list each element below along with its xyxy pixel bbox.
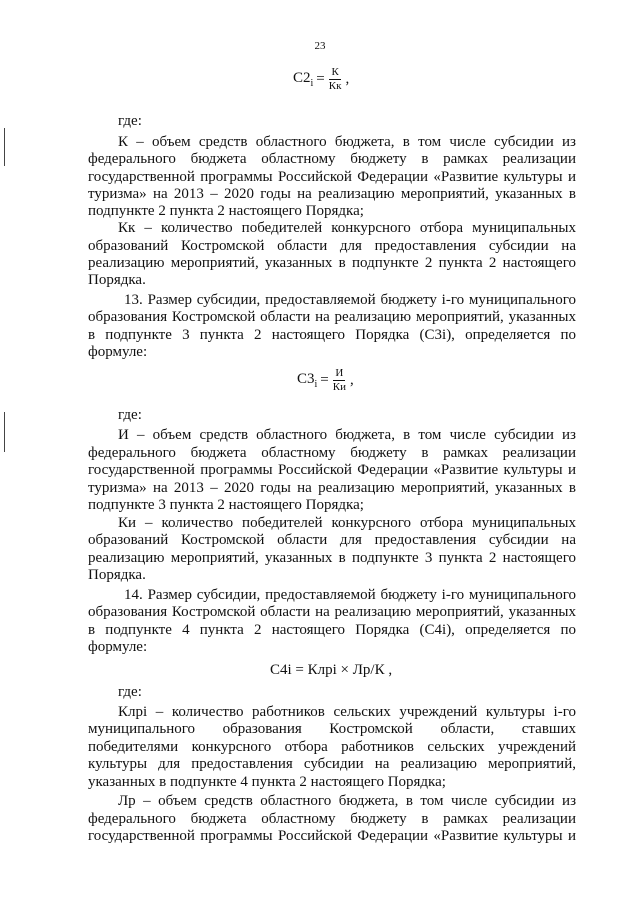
paragraph-line: в подпункте 3 пункта 2 настоящего Порядка (C3i), определяется по [88, 327, 576, 343]
paragraph-line: образований Костромской области для предоставления субсидии на [88, 532, 576, 548]
formula-c3-denominator: Ки [332, 381, 346, 393]
formula-c4: C4i = Клрi × Лр/К , [270, 662, 393, 678]
formula-c3-numerator: И [335, 367, 344, 379]
paragraph-line: формуле: [88, 344, 148, 360]
paragraph-line: 14. Размер субсидии, предоставляемой бюджету i-го муниципального [124, 587, 576, 603]
paragraph-line: Ки – количество победителей конкурсного отбора муниципальных [118, 515, 576, 531]
paragraph-line: государственной программы Российской Федерации «Развитие культуры и [88, 169, 576, 185]
formula-c2-tail: , [345, 71, 350, 87]
scan-edge-mark [4, 412, 5, 452]
formula-c2-numerator: К [331, 66, 339, 78]
formula-c2 [293, 66, 349, 93]
formula-c2-denominator: Кк [328, 80, 342, 92]
page-number: 23 [314, 40, 326, 52]
paragraph-line: подпункте 2 пункта 2 настоящего Порядка; [88, 203, 364, 219]
where-label-3: где: [118, 684, 142, 700]
paragraph-line: туризма» на 2013 – 2020 годы на реализацию мероприятий, указанных в [88, 186, 576, 202]
where-label-1: где: [118, 113, 142, 129]
paragraph-line: И – объем средств областного бюджета, в том числе субсидии из [118, 427, 576, 443]
paragraph-line: Клрi – количество работников сельских учреждений культуры i-го [118, 704, 576, 720]
paragraph-line: образования Костромской области на реализацию мероприятий, указанных [88, 604, 576, 620]
scan-edge-mark [4, 128, 5, 166]
paragraph-line: 13. Размер субсидии, предоставляемой бюджету i-го муниципального [124, 292, 576, 308]
formula-c2-eq: = [316, 71, 325, 87]
paragraph-line: реализацию мероприятий, указанных в подпункте 2 пункта 2 настоящего [88, 255, 576, 271]
formula-c3-lhs: C3 [297, 371, 315, 387]
paragraph-line: подпункте 3 пункта 2 настоящего Порядка; [88, 497, 364, 513]
paragraph-line: федерального бюджета областному бюджету в рамках реализации [88, 811, 576, 827]
formula-c3-tail: , [350, 372, 354, 388]
paragraph-line: государственной программы Российской Федерации «Развитие культуры и [88, 462, 576, 478]
paragraph-line: К – объем средств областного бюджета, в том числе субсидии из [118, 134, 576, 150]
paragraph-line: образования Костромской области на реализацию мероприятий, указанных [88, 309, 576, 325]
paragraph-line: федерального бюджета областному бюджету в рамках реализации [88, 445, 576, 461]
paragraph-line: Кк – количество победителей конкурсного отбора муниципальных [118, 220, 576, 236]
paragraph-line: реализацию мероприятий, указанных в подпункте 3 пункта 2 настоящего [88, 550, 576, 566]
paragraph-line: победителями конкурсного отбора работников сельских учреждений [88, 739, 576, 755]
paragraph-line: Порядка. [88, 272, 146, 288]
paragraph-line: туризма» на 2013 – 2020 годы на реализацию мероприятий, указанных в [88, 480, 576, 496]
formula-c2-fraction [329, 66, 342, 93]
paragraph-line: культуры для предоставления субсидии на реализацию мероприятий, [88, 756, 576, 772]
formula-c2-sub: i [310, 78, 314, 89]
formula-c3 [297, 367, 354, 394]
formula-c3-eq: = [320, 372, 329, 388]
formula-c3-fraction [333, 367, 346, 394]
formula-c2-lhs: C2 [293, 70, 311, 86]
formula-c3-sub: i [314, 379, 318, 390]
paragraph-line: государственной программы Российской Федерации «Развитие культуры и [88, 828, 576, 844]
where-label-2: где: [118, 407, 142, 423]
paragraph-line: формуле: [88, 639, 148, 655]
paragraph-line: в подпункте 4 пункта 2 настоящего Порядка (C4i), определяется по [88, 622, 576, 638]
paragraph-line: муниципального образования Костромской области, ставших [88, 721, 576, 737]
paragraph-line: образований Костромской области для предоставления субсидии на [88, 238, 576, 254]
paragraph-line: федерального бюджета областному бюджету в рамках реализации [88, 151, 576, 167]
paragraph-line: Порядка. [88, 567, 146, 583]
paragraph-line: указанных в подпункте 4 пункта 2 настоящего Порядка; [88, 774, 446, 790]
paragraph-line: Лр – объем средств областного бюджета, в том числе субсидии из [118, 793, 576, 809]
